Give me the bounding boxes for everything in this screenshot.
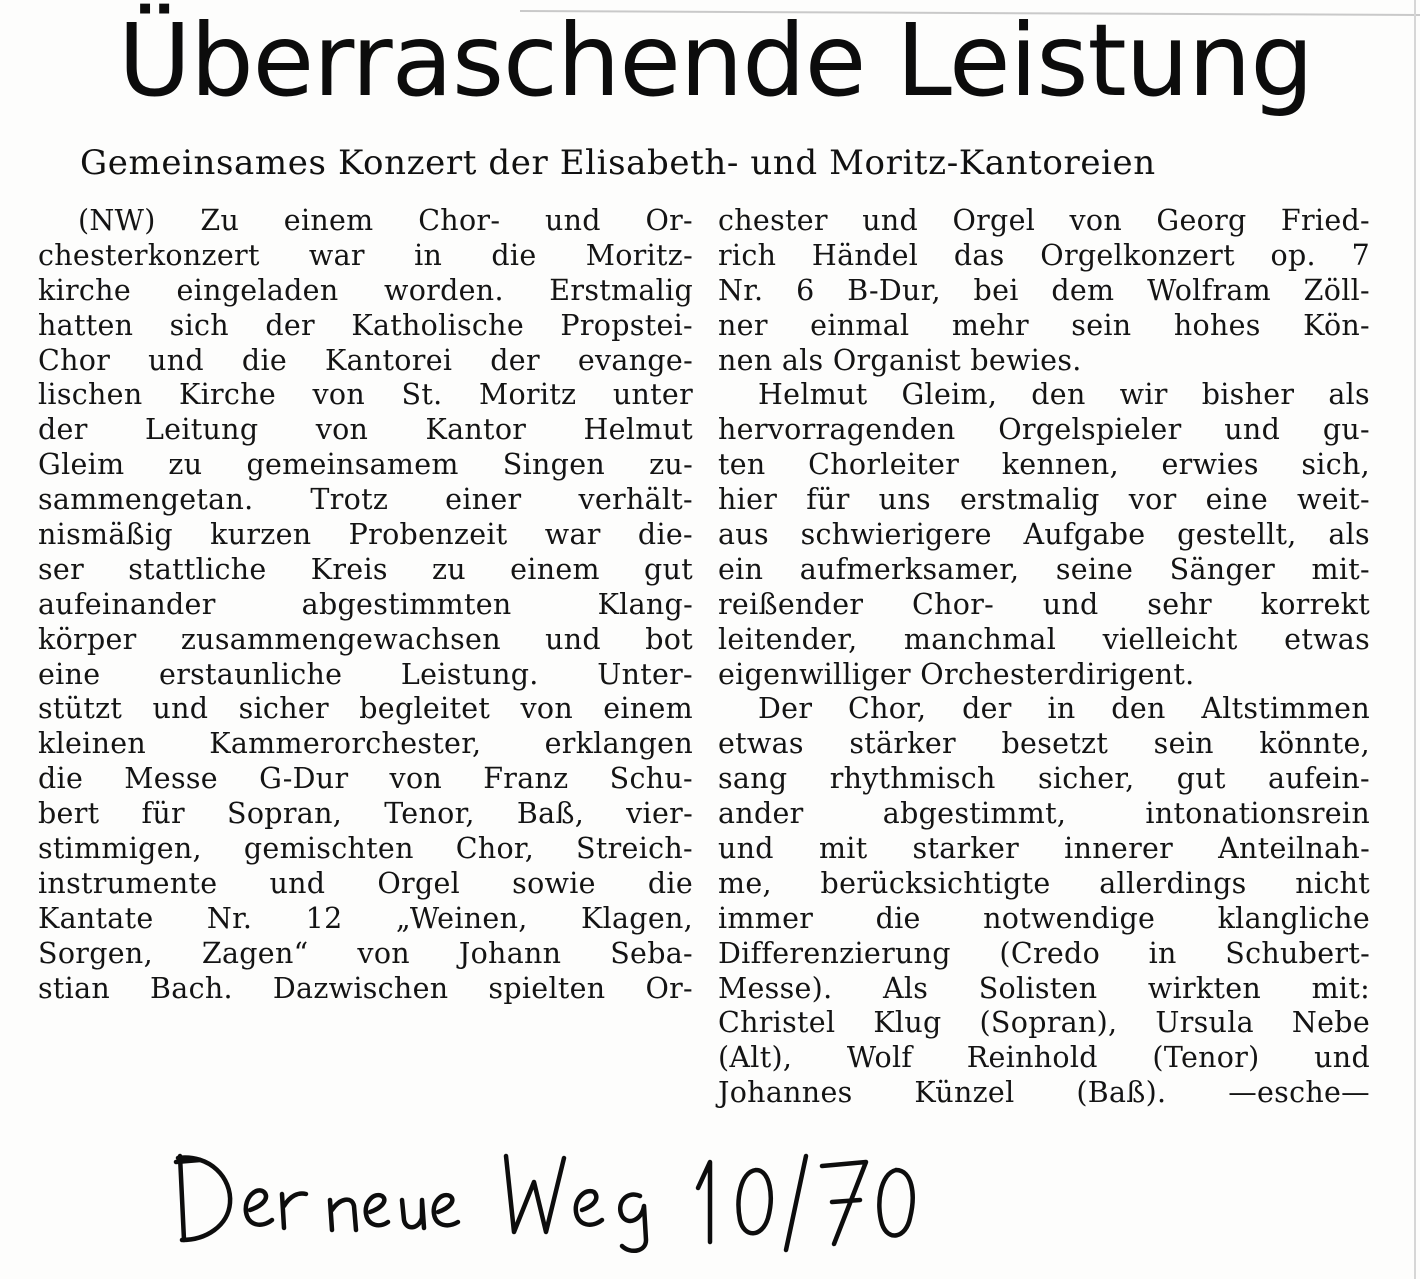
- article-line: Messe). Als Solisten wirkten mit:: [718, 971, 1370, 1005]
- clipping-right-edge: [1414, 0, 1416, 1279]
- article-line: Christel Klug (Sopran), Ursula Nebe: [718, 1006, 1370, 1040]
- article-line: stützt und sicher begleitet von einem: [38, 692, 693, 726]
- article-line: leitender, manchmal vielleicht etwas: [718, 622, 1370, 656]
- article-line: ser stattliche Kreis zu einem gut: [38, 552, 693, 586]
- article-line: lischen Kirche von St. Moritz unter: [38, 378, 693, 412]
- article-line: etwas stärker besetzt sein könnte,: [718, 727, 1370, 761]
- article-line: Der Chor, der in den Altstimmen: [758, 692, 1370, 726]
- article-line: Nr. 6 B-Dur, bei dem Wolfram Zöll-: [718, 273, 1370, 307]
- article-line: Kantate Nr. 12 „Weinen, Klagen,: [38, 901, 693, 935]
- article-headline: Überraschende Leistung: [118, 2, 1313, 119]
- article-line: immer die notwendige klangliche: [718, 901, 1370, 935]
- article-line: kleinen Kammerorchester, erklangen: [38, 727, 693, 761]
- article-line: stian Bach. Dazwischen spielten Or-: [38, 971, 693, 1005]
- article-line: chester und Orgel von Georg Fried-: [718, 204, 1370, 237]
- article-line: nen als Organist bewies.: [718, 343, 1082, 377]
- article-line: sang rhythmisch sicher, gut aufein-: [718, 762, 1370, 796]
- article-line: eine erstaunliche Leistung. Unter-: [38, 657, 693, 691]
- article-line: ander abgestimmt, intonationsrein: [718, 797, 1370, 831]
- article-line: Sorgen, Zagen“ von Johann Seba-: [38, 936, 693, 970]
- article-line: Gleim zu gemeinsamem Singen zu-: [38, 448, 693, 482]
- handwritten-source-note: [170, 1148, 930, 1258]
- article-line: ten Chorleiter kennen, erwies sich,: [718, 448, 1370, 482]
- article-line: hervorragenden Orgelspieler und gu-: [718, 413, 1370, 447]
- article-line: stimmigen, gemischten Chor, Streich-: [38, 832, 693, 866]
- article-line: Chor und die Kantorei der evange-: [38, 343, 693, 377]
- article-column-right: [718, 204, 1370, 1111]
- article-line: hier für uns erstmalig vor eine weit-: [718, 483, 1370, 517]
- article-line: Differenzierung (Credo in Schubert-: [718, 936, 1370, 970]
- article-line: ner einmal mehr sein hohes Kön-: [718, 308, 1370, 342]
- article-line: hatten sich der Katholische Propstei-: [38, 308, 693, 342]
- article-line: aus schwierigere Aufgabe gestellt, als: [718, 518, 1370, 552]
- article-line: Johannes Künzel (Baß). —esche—: [718, 1076, 1370, 1110]
- article-line: bert für Sopran, Tenor, Baß, vier-: [38, 797, 693, 831]
- article-subheadline: Gemeinsames Konzert der Elisabeth- und Moritz-Kantoreien: [80, 143, 1156, 183]
- article-line: aufeinander abgestimmten Klang-: [38, 587, 693, 621]
- article-line: die Messe G-Dur von Franz Schu-: [38, 762, 693, 796]
- article-line: reißender Chor- und sehr korrekt: [718, 587, 1370, 621]
- article-line: ein aufmerksamer, seine Sänger mit-: [718, 552, 1370, 586]
- article-line: körper zusammengewachsen und bot: [38, 622, 693, 656]
- article-line: Helmut Gleim, den wir bisher als: [758, 378, 1370, 412]
- article-line: (NW) Zu einem Chor- und Or-: [78, 204, 693, 237]
- article-line: der Leitung von Kantor Helmut: [38, 413, 693, 447]
- article-line: und mit starker innerer Anteilnah-: [718, 832, 1370, 866]
- article-line: (Alt), Wolf Reinhold (Tenor) und: [718, 1041, 1370, 1075]
- article-line: sammengetan. Trotz einer verhält-: [38, 483, 693, 517]
- article-column-left: [38, 204, 693, 1006]
- article-line: rich Händel das Orgelkonzert op. 7: [718, 238, 1370, 272]
- article-line: instrumente und Orgel sowie die: [38, 866, 693, 900]
- article-line: me, berücksichtigte allerdings nicht: [718, 866, 1370, 900]
- article-line: kirche eingeladen worden. Erstmalig: [38, 273, 693, 307]
- article-line: eigenwilliger Orchesterdirigent.: [718, 657, 1195, 691]
- article-line: chesterkonzert war in die Moritz-: [38, 238, 693, 272]
- article-line: nismäßig kurzen Probenzeit war die-: [38, 518, 693, 552]
